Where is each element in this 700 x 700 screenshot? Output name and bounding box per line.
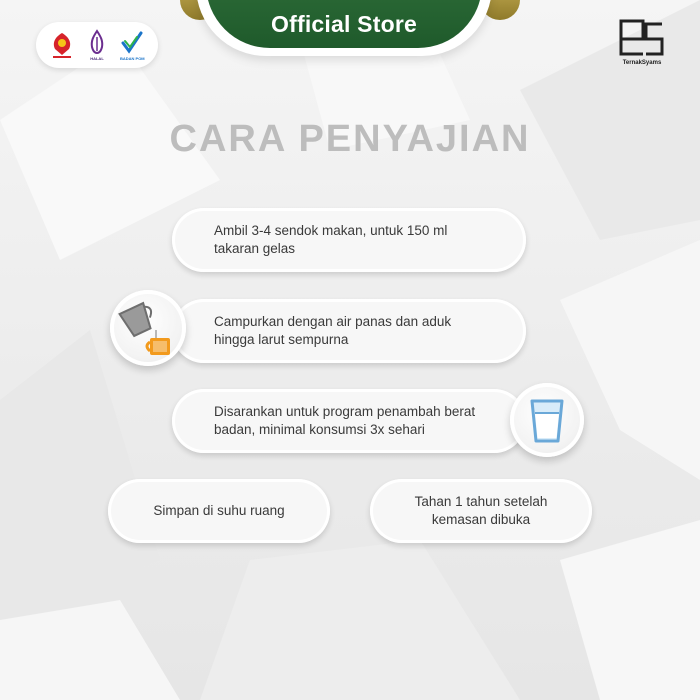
badan-pom-caption: BADAN POM [119, 56, 145, 61]
step-2-text: Campurkan dengan air panas dan aduk hingga larut sempurna [214, 313, 452, 347]
banner-text: Official Store [271, 11, 417, 37]
step-3-pill [172, 389, 526, 453]
ternaksyams-logo-icon [618, 18, 666, 74]
step-1-pill [172, 208, 526, 272]
step-5-pill [370, 479, 592, 543]
halal-caption: HALAL [90, 56, 104, 61]
glass-of-milk-icon [510, 383, 584, 457]
step-2-pill [172, 299, 526, 363]
pouring-jug-mug-icon [110, 290, 186, 366]
step-1-text: Ambil 3-4 sendok makan, untuk 150 ml takaran gelas [214, 222, 448, 256]
page-title: CARA PENYAJIAN [169, 118, 531, 160]
step-4-text: Simpan di suhu ruang [153, 502, 285, 518]
official-store-banner [206, 0, 482, 48]
step-4-pill [108, 479, 330, 543]
indonesia-emblem-icon [49, 29, 75, 61]
step-5-text: Tahan 1 tahun setelah kemasan dibuka [414, 493, 548, 527]
brand-name: TernakSyams [622, 60, 662, 66]
badan-pom-logo-icon [119, 29, 145, 61]
halal-logo-icon [84, 29, 110, 61]
step-3-text: Disarankan untuk program penambah berat badan, minimal konsumsi 3x sehari [214, 403, 476, 437]
certification-logos [36, 22, 158, 68]
